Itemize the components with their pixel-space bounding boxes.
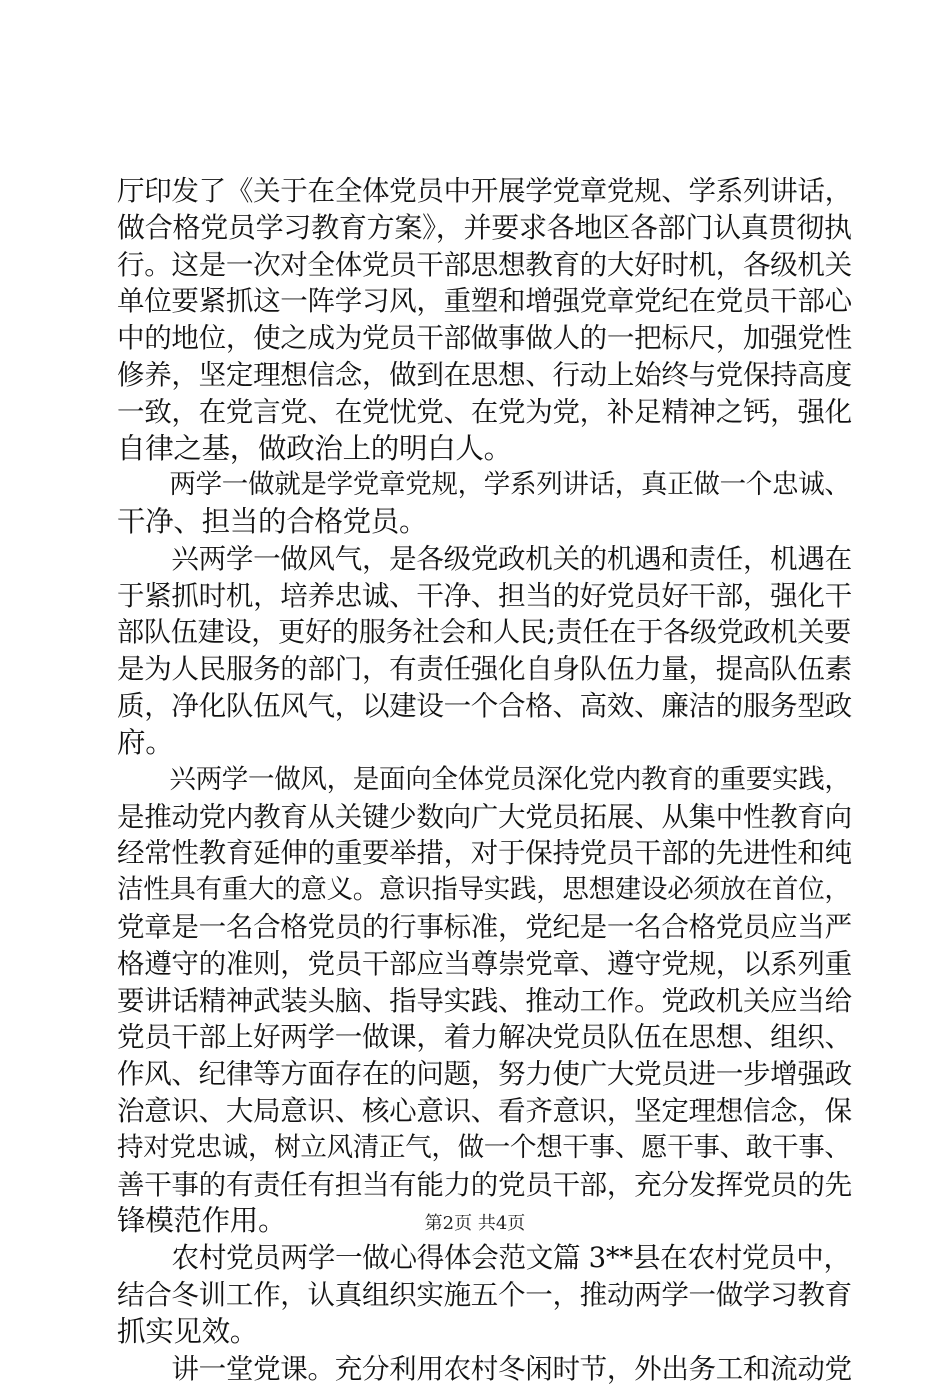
text-line: 兴两学一做风气，是各级党政机关的机遇和责任，机遇在 [117, 541, 842, 578]
text-line: 洁性具有重大的意义。意识指导实践，思想建设必须放在首位， [117, 872, 842, 909]
text-line: 部队伍建设，更好的服务社会和人民;责任在于各级党政机关要 [117, 615, 842, 652]
document-body [117, 173, 842, 1387]
text-line: 持对党忠诚，树立风清正气，做一个想干事、愿干事、敢干事、 [117, 1130, 842, 1167]
text-line: 兴两学一做风，是面向全体党员深化党内教育的重要实践， [117, 762, 842, 799]
text-line: 于紧抓时机，培养忠诚、干净、担当的好党员好干部，强化干 [117, 578, 842, 615]
text-line: 结合冬训工作，认真组织实施五个一，推动两学一做学习教育 [117, 1277, 842, 1314]
page-footer: 第2页 共4页 [0, 1212, 950, 1236]
text-line: 干净、担当的合格党员。 [117, 504, 842, 541]
text-line: 质，净化队伍风气，以建设一个合格、高效、廉洁的服务型政 [117, 688, 842, 725]
text-line: 善干事的有责任有担当有能力的党员干部，充分发挥党员的先 [117, 1167, 842, 1204]
text-line: 作风、纪律等方面存在的问题，努力使广大党员进一步增强政 [117, 1056, 842, 1093]
text-line: 是推动党内教育从关键少数向广大党员拓展、从集中性教育向 [117, 799, 842, 836]
text-line: 经常性教育延伸的重要举措，对于保持党员干部的先进性和纯 [117, 835, 842, 872]
text-line: 厅印发了《关于在全体党员中开展学党章党规、学系列讲话， [117, 173, 842, 210]
text-line: 行。这是一次对全体党员干部思想教育的大好时机，各级机关 [117, 247, 842, 284]
text-line: 做合格党员学习教育方案》，并要求各地区各部门认真贯彻执 [117, 210, 842, 247]
text-line: 一致，在党言党、在党忧党、在党为党，补足精神之钙，强化 [117, 394, 842, 431]
text-line: 治意识、大局意识、核心意识、看齐意识，坚定理想信念，保 [117, 1093, 842, 1130]
text-line: 党章是一名合格党员的行事标准，党纪是一名合格党员应当严 [117, 909, 842, 946]
text-line: 要讲话精神武装头脑、指导实践、推动工作。党政机关应当给 [117, 983, 842, 1020]
text-line: 党员干部上好两学一做课，着力解决党员队伍在思想、组织、 [117, 1019, 842, 1056]
text-line: 两学一做就是学党章党规，学系列讲话，真正做一个忠诚、 [117, 467, 842, 504]
text-line: 讲一堂党课。充分利用农村冬闲时节，外出务工和流动党 [117, 1351, 842, 1387]
text-line: 自律之基，做政治上的明白人。 [117, 431, 842, 468]
text-line: 锋模范作用。 [117, 1203, 842, 1240]
text-line: 修养，坚定理想信念，做到在思想、行动上始终与党保持高度 [117, 357, 842, 394]
text-line: 农村党员两学一做心得体会范文篇 3**县在农村党员中， [117, 1240, 842, 1277]
text-line: 府。 [117, 725, 842, 762]
text-line: 抓实见效。 [117, 1314, 842, 1351]
text-line: 是为人民服务的部门，有责任强化自身队伍力量，提高队伍素 [117, 651, 842, 688]
text-line: 格遵守的准则，党员干部应当尊崇党章、遵守党规，以系列重 [117, 946, 842, 983]
text-line: 中的地位，使之成为党员干部做事做人的一把标尺，加强党性 [117, 320, 842, 357]
text-line: 单位要紧抓这一阵学习风，重塑和增强党章党纪在党员干部心 [117, 283, 842, 320]
